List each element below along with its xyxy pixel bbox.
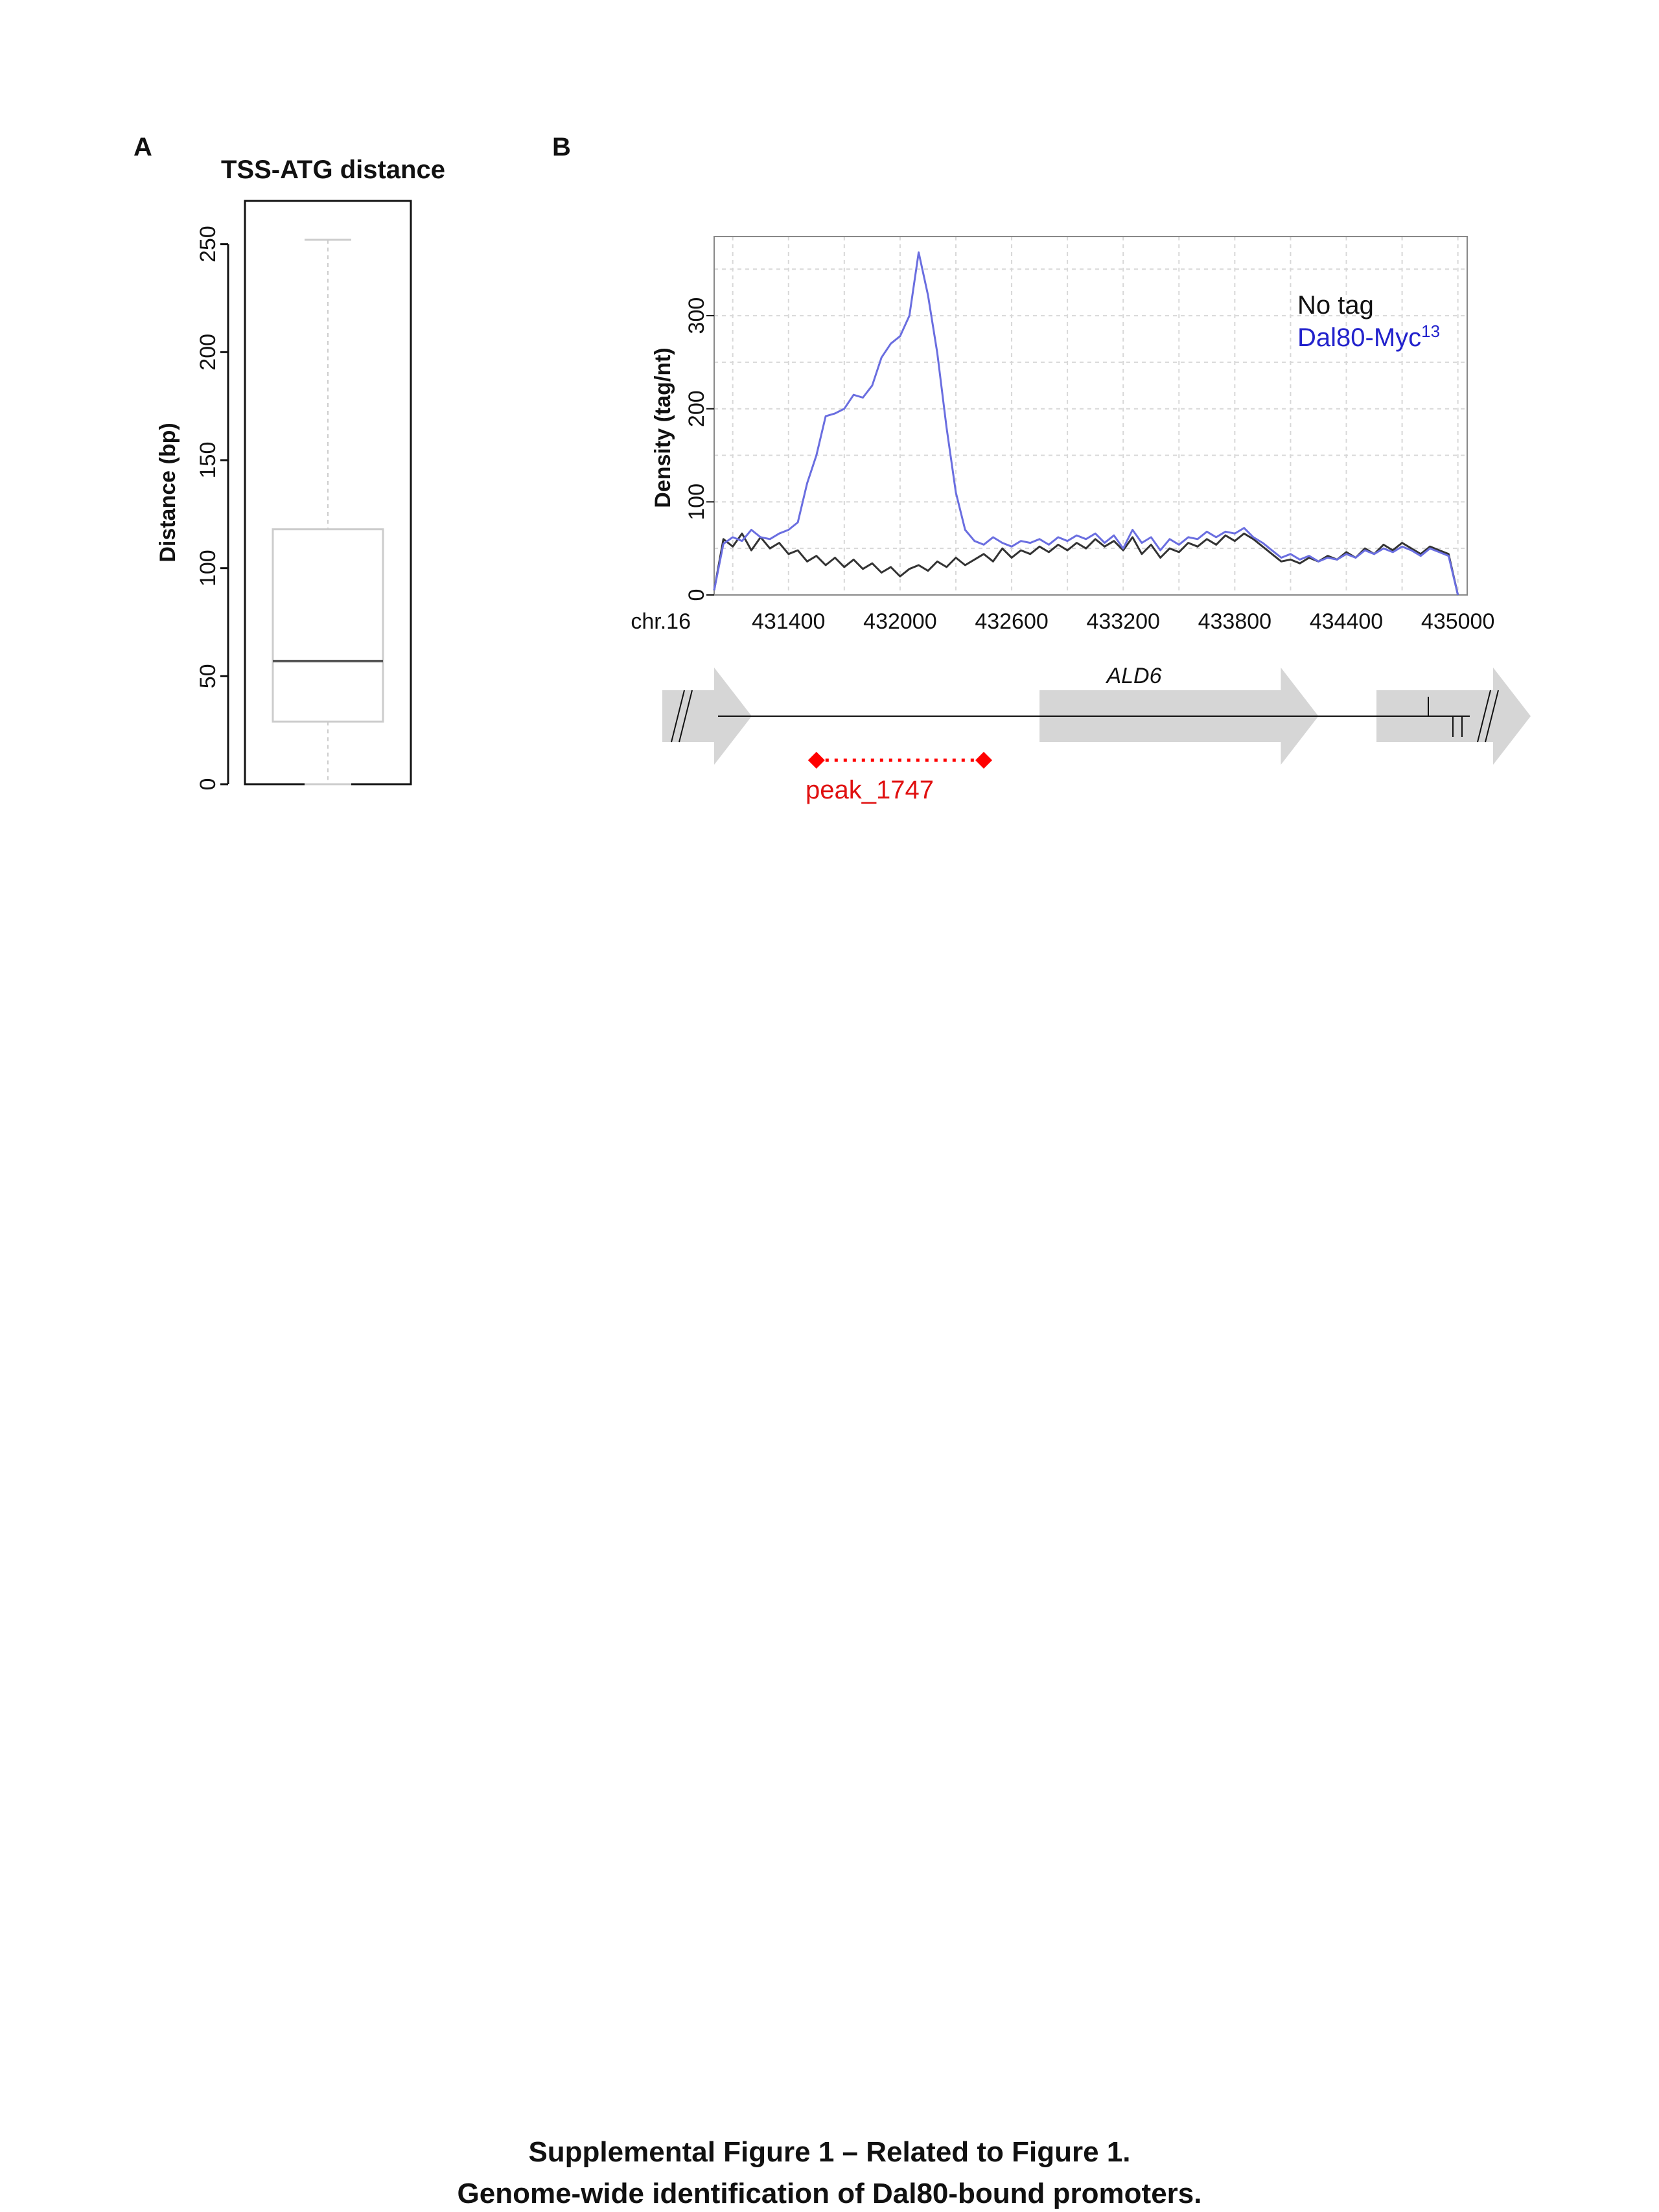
density-y-tick-label: 0 — [684, 588, 709, 601]
panel-b — [552, 133, 1531, 804]
density-x-tick-label: 435000 — [1421, 609, 1495, 634]
boxplot-title: TSS-ATG distance — [221, 156, 445, 184]
panel-b-letter: B — [552, 133, 571, 161]
density-x-tick-label: 432000 — [863, 609, 937, 634]
boxplot-iqr-box — [273, 530, 383, 722]
panel-a — [133, 133, 445, 790]
legend-dal80-myc-superscript: 13 — [1421, 321, 1441, 341]
gene-label-ald6: ALD6 — [1106, 664, 1162, 688]
boxplot-y-ticks — [196, 226, 228, 790]
boxplot-y-tick-label: 50 — [196, 664, 220, 689]
density-x-tick-label: 432600 — [975, 609, 1049, 634]
density-x-tick-label: 433200 — [1086, 609, 1160, 634]
density-y-ticks — [684, 297, 714, 601]
density-y-tick-label: 300 — [684, 297, 709, 334]
boxplot-y-tick-label: 200 — [196, 333, 220, 371]
boxplot-y-tick-label: 0 — [196, 778, 220, 791]
boxplot-y-axis-label: Distance (bp) — [156, 423, 180, 563]
density-x-tick-label: 433800 — [1198, 609, 1272, 634]
chromosome-label: chr.16 — [631, 609, 691, 634]
legend-no-tag: No tag — [1297, 291, 1374, 320]
peak-end-marker — [975, 752, 992, 769]
panel-a-letter: A — [133, 133, 152, 161]
density-x-tick-label: 434400 — [1309, 609, 1384, 634]
boxplot-y-tick-label: 150 — [196, 441, 220, 479]
gene-map — [662, 668, 1531, 769]
density-y-axis-label: Density (tag/nt) — [651, 347, 675, 508]
boxplot-y-tick-label: 250 — [196, 226, 220, 263]
figure-caption-title: Supplemental Figure 1 – Related to Figure 1. — [528, 2136, 1131, 2168]
density-y-tick-label: 100 — [684, 483, 709, 520]
boxplot-y-tick-label: 100 — [196, 550, 220, 587]
density-y-tick-label: 200 — [684, 390, 709, 428]
density-x-ticks — [752, 609, 1494, 634]
legend-dal80-myc — [1297, 321, 1440, 352]
figure-caption-subtitle: Genome-wide identification of Dal80-bound promoters. — [457, 2178, 1202, 2209]
legend-dal80-myc-name: Dal80-Myc — [1297, 323, 1422, 352]
density-x-tick-label: 431400 — [752, 609, 826, 634]
peak-label: peak_1747 — [806, 776, 934, 804]
peak-start-marker — [808, 752, 825, 769]
